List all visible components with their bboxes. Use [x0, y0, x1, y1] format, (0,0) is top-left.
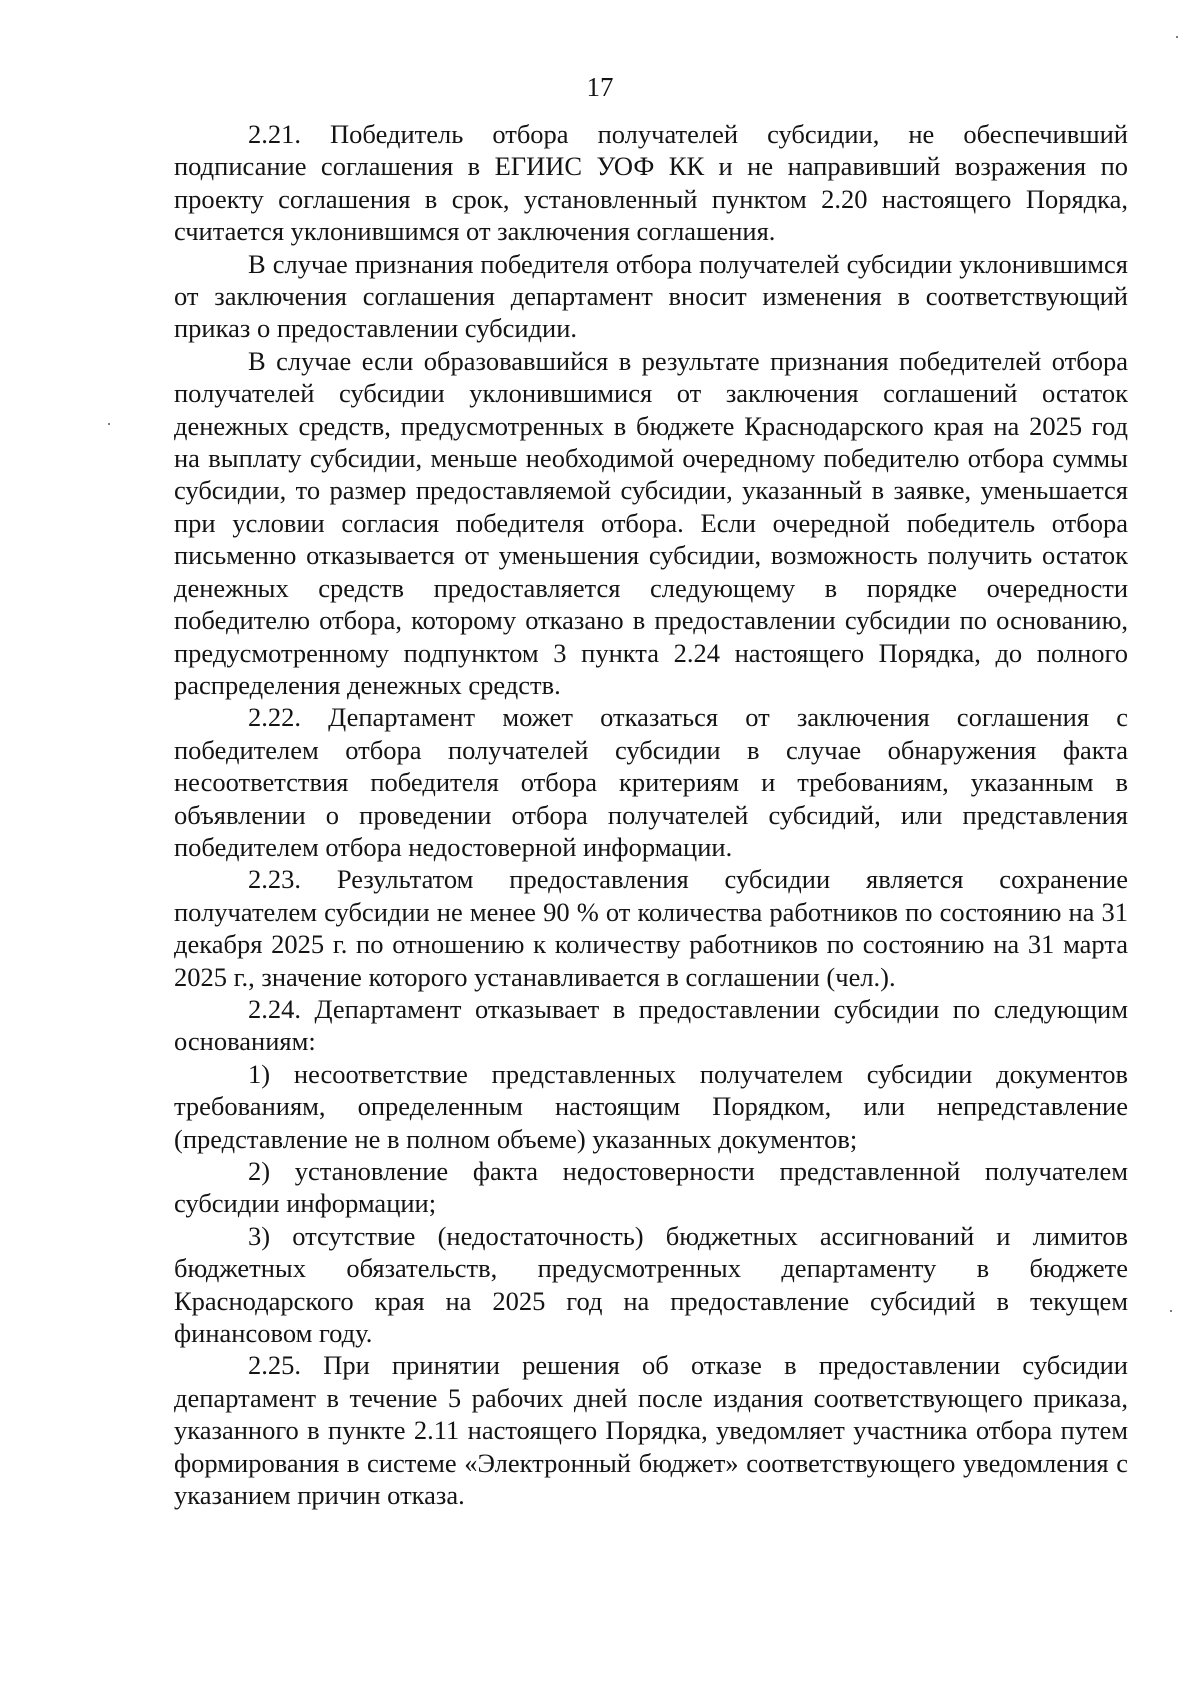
scan-speck — [108, 423, 110, 425]
document-body — [174, 118, 1128, 1511]
paragraph-2-23: 2.23. Результатом предоставления субсидии является сохранение получателем субсидии не менее 90 % от количества работников по состоянию на 31 декабря 2025 г. по отношению к количеству работников по состоянию на 31 марта 2025 г., значение которого устанавливается в соглашении (чел.). — [174, 864, 1128, 992]
paragraph-2-22: 2.22. Департамент может отказаться от заключения соглашения с победителем отбора получателей субсидии в случае обнаружения факта несоответствия победителя отбора критериям и требованиям, указанным в объявлении о проведении отбора получателей субсидий, или представления победителем отбора недостоверной информации. — [174, 702, 1128, 862]
scan-speck — [1176, 36, 1178, 38]
paragraph-remaining-funds: В случае если образовавшийся в результате признания победителей отбора получателей субсидии уклонившимися от заключения соглашений остаток денежных средств, предусмотренных в бюджете Краснодарского края на 2025 год на выплату субсидии, меньше необходимой очередному победителю отбора суммы субсидии, то размер предоставляемой субсидии, указанный в заявке, уменьшается при условии согласия победителя отбора. Если очередной победитель отбора письменно отказывается от уменьшения субсидии, возможность получить остаток денежных средств предоставляется следующему в порядке очередности победителю отбора, которому отказано в предоставлении субсидии по основанию, предусмотренному подпунктом 3 пункта 2.24 настоящего Порядка, до полного распределения денежных средств. — [174, 345, 1128, 700]
paragraph-2-21: 2.21. Победитель отбора получателей субсидии, не обеспечивший подписание соглашения в ЕГИИС УОФ КК и не направивший возражения по проекту соглашения в срок, установленный пунктом 2.20 настоящего Порядка, считается уклонившимся от заключения соглашения. — [174, 119, 1128, 247]
list-item-2: 2) установление факта недостоверности представленной получателем субсидии информации; — [174, 1156, 1128, 1219]
scan-speck — [1170, 1310, 1172, 1312]
list-item-3: 3) отсутствие (недостаточность) бюджетных ассигнований и лимитов бюджетных обязательств, предусмотренных департаменту в бюджете Краснодарского края на 2025 год на предоставление субсидий в текущем финансовом году. — [174, 1220, 1128, 1349]
paragraph-2-25: 2.25. При принятии решения об отказе в предоставлении субсидии департамент в течение 5 рабочих дней после издания соответствующего приказа, указанного в пункте 2.11 настоящего Порядка, уведомляет участника отбора путем формирования в системе «Электронный бюджет» соответствующего уведомления с указанием причин отказа. — [174, 1350, 1128, 1511]
paragraph-2-24: 2.24. Департамент отказывает в предоставлении субсидии по следующим основаниям: — [174, 993, 1128, 1057]
list-item-1: 1) несоответствие представленных получателем субсидии документов требованиям, определенным настоящим Порядком, или непредставление (представление не в полном объеме) указанных документов; — [174, 1058, 1128, 1154]
paragraph-evasion-case: В случае признания победителя отбора получателей субсидии уклонившимся от заключения соглашения департамент вносит изменения в соответствующий приказ о предоставлении субсидии. — [174, 248, 1128, 344]
page-number: 17 — [586, 72, 614, 102]
